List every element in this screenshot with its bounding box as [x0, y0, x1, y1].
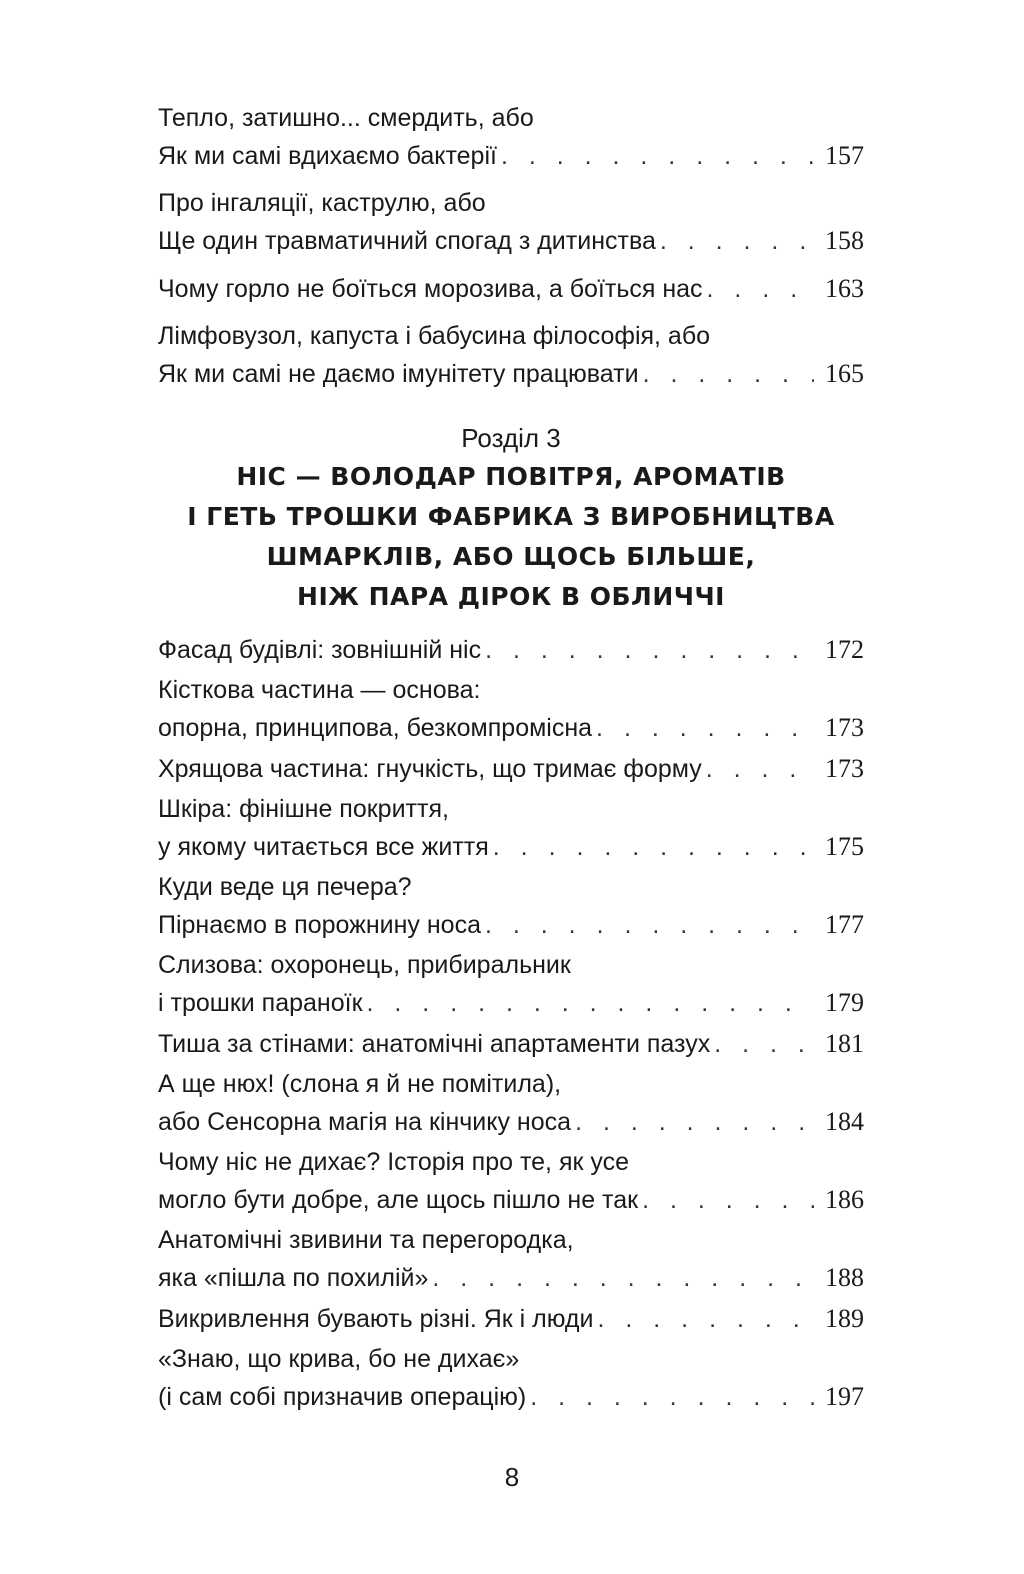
toc-entry	[158, 1066, 864, 1141]
toc-entry-line: Анатомічні звивини та перегородка,	[158, 1226, 574, 1254]
dot-leader	[598, 1301, 815, 1338]
toc-entry	[158, 1144, 864, 1219]
toc-entry	[158, 631, 864, 669]
toc-entry-line: або Сенсорна магія на кінчику носа	[158, 1108, 572, 1136]
toc-page-number: 165	[825, 359, 864, 388]
toc-entry	[158, 947, 864, 1022]
toc-entry	[158, 100, 864, 175]
page-folio-number: 8	[504, 1462, 520, 1492]
toc-page-number: 181	[825, 1029, 864, 1058]
toc-entry-line: Тиша за стінами: анатомічні апартаменти пазух	[158, 1030, 711, 1058]
dot-leader	[642, 1182, 814, 1219]
toc-entry-line: Чому ніс не дихає? Історія про те, як усе	[158, 1148, 629, 1176]
toc-section-1	[158, 100, 864, 393]
dot-leader	[714, 1026, 814, 1063]
dot-leader	[575, 1104, 814, 1141]
toc-entry-line: Куди веде ця печера?	[158, 873, 412, 901]
toc-entry-line: Чому горло не боїться морозива, а боїться нас	[158, 275, 703, 303]
dot-leader	[660, 223, 814, 260]
chapter-title-line: НІЖ ПАРА ДІРОК В ОБЛИЧЧІ	[297, 582, 725, 611]
dot-leader	[707, 271, 814, 308]
toc-entry	[158, 672, 864, 747]
dot-leader	[706, 751, 814, 788]
dot-leader	[596, 710, 814, 747]
toc-entry-line: могло бути добре, але щось пішло не так	[158, 1186, 639, 1214]
chapter-heading	[158, 419, 864, 617]
toc-entry-line: Викривлення бувають різні. Як і люди	[158, 1305, 594, 1333]
toc-page-number: 188	[825, 1263, 864, 1292]
toc-entry-line: Шкіра: фінішне покриття,	[158, 795, 449, 823]
toc-entry-line: Про інгаляції, каструлю, або	[158, 189, 486, 217]
toc-entry	[158, 1341, 864, 1416]
dot-leader	[432, 1260, 814, 1297]
toc-entry-line: Тепло, затишно... смердить, або	[158, 104, 534, 132]
toc-entry	[158, 750, 864, 788]
toc-section-2	[158, 631, 864, 1416]
toc-entry-line: А ще нюх! (слона я й не помітила),	[158, 1070, 562, 1098]
toc-entry	[158, 270, 864, 308]
dot-leader	[530, 1379, 814, 1416]
toc-page-number: 186	[825, 1185, 864, 1214]
toc-entry-line: Кісткова частина — основа:	[158, 676, 481, 704]
toc-entry-line: (і сам собі призначив операцію)	[158, 1383, 527, 1411]
toc-entry	[158, 318, 864, 393]
toc-entry-line: Як ми самі не даємо імунітету працювати	[158, 360, 639, 388]
toc-entry-line: Ще один травматичний спогад з дитинства	[158, 227, 656, 255]
toc-entry	[158, 869, 864, 944]
toc-page-number: 163	[825, 274, 864, 303]
dot-leader	[485, 907, 814, 944]
toc-entry-line: яка «пішла по похилій»	[158, 1264, 429, 1292]
toc-entry-line: «Знаю, що крива, бо не дихає»	[158, 1345, 520, 1373]
toc-page-number: 172	[825, 635, 864, 664]
chapter-title-line: І ГЕТЬ ТРОШКИ ФАБРИКА З ВИРОБНИЦТВА	[187, 502, 835, 531]
toc-entry-line: у якому читається все життя	[158, 833, 489, 861]
dot-leader	[643, 356, 814, 393]
toc-entry	[158, 1025, 864, 1063]
toc-entry-line: опорна, принципова, безкомпромісна	[158, 714, 593, 742]
toc-entry-line: і трошки параноїк	[158, 989, 363, 1017]
toc-page-number: 184	[825, 1107, 864, 1136]
toc-entry-line: Хрящова частина: гнучкість, що тримає форму	[158, 755, 702, 783]
toc-entry	[158, 1222, 864, 1297]
toc-page-number: 189	[825, 1304, 864, 1333]
chapter-title-line: НІС — ВОЛОДАР ПОВІТРЯ, АРОМАТІВ	[236, 462, 786, 491]
toc-entry	[158, 791, 864, 866]
toc-entry	[158, 1300, 864, 1338]
dot-leader	[493, 829, 814, 866]
toc-entry-line: Фасад будівлі: зовнішній ніс	[158, 636, 482, 664]
table-of-contents	[158, 100, 864, 1419]
dot-leader	[485, 632, 814, 669]
toc-entry	[158, 185, 864, 260]
toc-page-number: 197	[825, 1382, 864, 1411]
dot-leader	[501, 138, 814, 175]
toc-page-number: 158	[825, 226, 864, 255]
toc-page-number: 173	[825, 713, 864, 742]
dot-leader	[367, 985, 814, 1022]
toc-entry-line: Слизова: охоронець, прибиральник	[158, 951, 571, 979]
toc-entry-line: Лімфовузол, капуста і бабусина філософія, або	[158, 322, 711, 350]
toc-page-number: 177	[825, 910, 864, 939]
toc-page-number: 173	[825, 754, 864, 783]
toc-entry-line: Пірнаємо в порожнину носа	[158, 911, 481, 939]
toc-page-number: 175	[825, 832, 864, 861]
chapter-title-line: ШМАРКЛІВ, АБО ЩОСЬ БІЛЬШЕ,	[266, 542, 756, 571]
toc-entry-line: Як ми самі вдихаємо бактерії	[158, 142, 497, 170]
toc-page-number: 179	[825, 988, 864, 1017]
toc-page-number: 157	[825, 141, 864, 170]
chapter-label: Розділ 3	[461, 423, 561, 453]
